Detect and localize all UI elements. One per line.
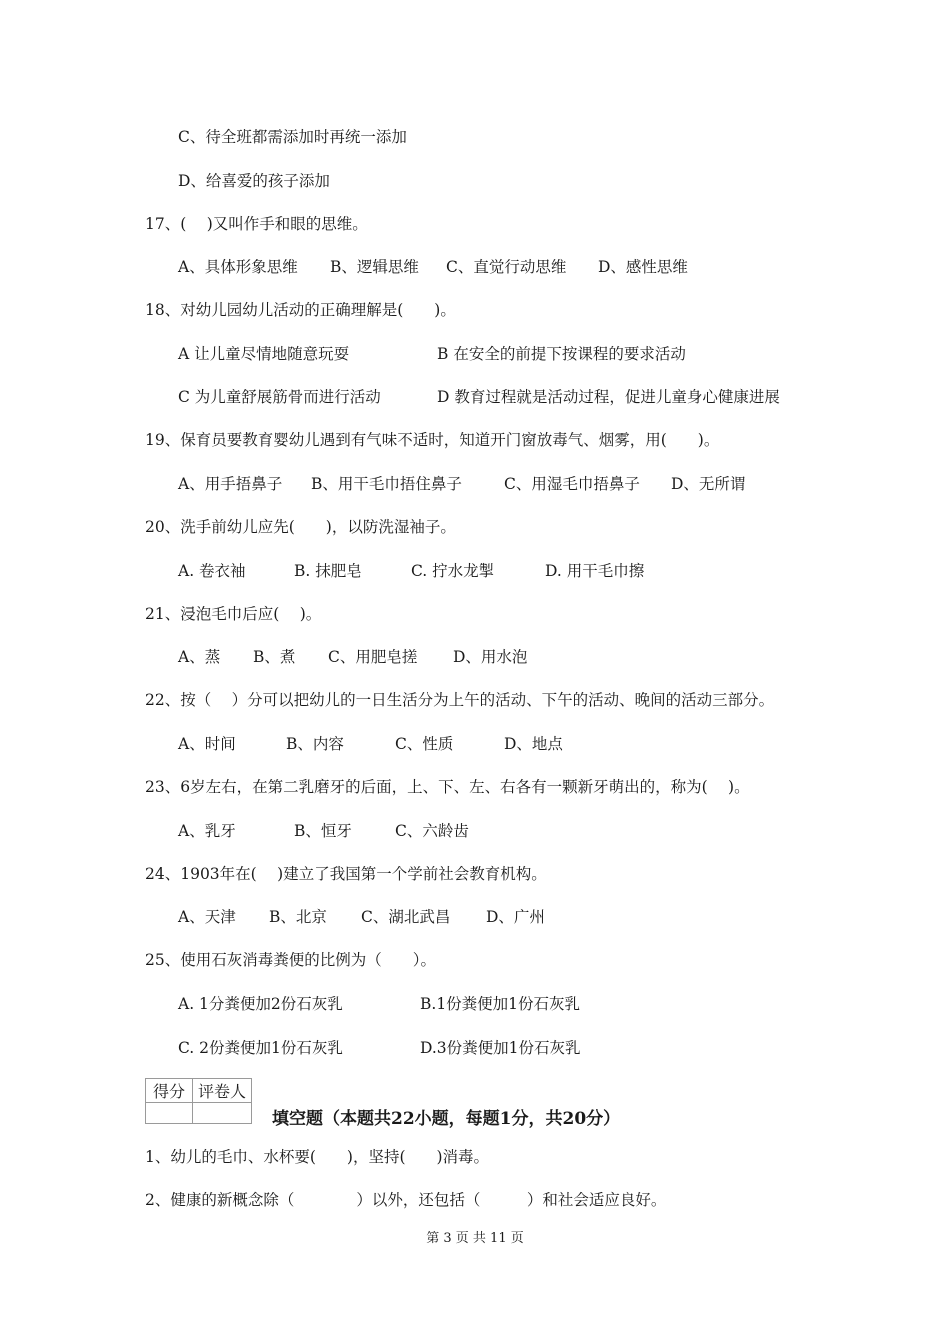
question-stem: 23、6岁左右，在第二乳磨牙的后面，上、下、左、右各有一颗新牙萌出的，称为( )。 [145, 778, 750, 796]
grader-cell [193, 1103, 252, 1124]
option: B、内容 [286, 735, 344, 753]
score-cell [146, 1103, 193, 1124]
score-table [145, 1078, 252, 1124]
option-row [178, 734, 563, 754]
fill-question: 2、健康的新概念除（ ）以外，还包括（ ）和社会适应良好。 [145, 1191, 667, 1209]
question-stem: 21、浸泡毛巾后应( )。 [145, 605, 322, 623]
option: C、用肥皂搓 [328, 648, 418, 666]
option: A、蒸 [178, 648, 221, 666]
option: C 为儿童舒展筋骨而进行活动 [178, 388, 381, 406]
option-row [178, 907, 545, 927]
option-line: D、给喜爱的孩子添加 [178, 172, 330, 190]
option: C、用湿毛巾捂鼻子 [504, 475, 640, 493]
option: D、无所谓 [671, 475, 746, 493]
option: A、时间 [178, 735, 236, 753]
option: B、用干毛巾捂住鼻子 [311, 475, 462, 493]
option: C、湖北武昌 [361, 908, 451, 926]
option: A. 1分粪便加2份石灰乳 [178, 995, 343, 1013]
option: B. 抹肥皂 [294, 562, 362, 580]
option-row [178, 561, 644, 581]
question-stem: 25、使用石灰消毒粪便的比例为（ ）。 [145, 951, 436, 969]
option-row [178, 344, 686, 364]
option-row [178, 994, 580, 1014]
option: D. 用干毛巾擦 [545, 562, 645, 580]
option: B.1份粪便加1份石灰乳 [420, 995, 581, 1013]
option: C、六龄齿 [395, 822, 469, 840]
option-row [178, 1038, 581, 1058]
option: D、广州 [486, 908, 545, 926]
option: B、恒牙 [294, 822, 352, 840]
option: A 让儿童尽情地随意玩耍 [178, 345, 350, 363]
option: B、逻辑思维 [330, 258, 419, 276]
option: A、具体形象思维 [178, 258, 298, 276]
option: D.3份粪便加1份石灰乳 [420, 1039, 581, 1057]
option: A、天津 [178, 908, 236, 926]
question-stem: 22、按（ ）分可以把幼儿的一日生活分为上午的活动、下午的活动、晚间的活动三部分。 [145, 691, 775, 709]
question-stem: 19、保育员要教育婴幼儿遇到有气味不适时，知道开门窗放毒气、烟雾，用( )。 [145, 431, 720, 449]
option: B、北京 [269, 908, 327, 926]
option: C、性质 [395, 735, 454, 753]
page-footer: 第 3 页 共 11 页 [426, 1231, 524, 1246]
question-stem: 20、洗手前幼儿应先( )，以防洗湿袖子。 [145, 518, 456, 536]
option: B、煮 [253, 648, 296, 666]
question-stem: 24、1903年在( )建立了我国第一个学前社会教育机构。 [145, 865, 547, 883]
option: C. 拧水龙掣 [411, 562, 495, 580]
option-row [178, 387, 780, 407]
grader-label: 评卷人 [193, 1079, 252, 1103]
option: D、感性思维 [598, 258, 688, 276]
score-label: 得分 [146, 1079, 193, 1103]
option-row [178, 647, 527, 667]
option: D、地点 [504, 735, 563, 753]
option: A. 卷衣袖 [178, 562, 246, 580]
option: C. 2份粪便加1份石灰乳 [178, 1039, 343, 1057]
option: B 在安全的前提下按课程的要求活动 [437, 345, 686, 363]
question-stem: 18、对幼儿园幼儿活动的正确理解是( )。 [145, 301, 456, 319]
option-row [178, 474, 745, 494]
section-title: 填空题（本题共22小题，每题1分，共20分） [272, 1109, 621, 1129]
option-line: C、待全班都需添加时再统一添加 [178, 128, 407, 146]
option: C、直觉行动思维 [446, 258, 567, 276]
option: D 教育过程就是活动过程，促进儿童身心健康进展 [437, 388, 780, 406]
option: D、用水泡 [453, 648, 528, 666]
fill-question: 1、幼儿的毛巾、水杯要( )，坚持( )消毒。 [145, 1148, 490, 1166]
option: A、乳牙 [178, 822, 236, 840]
question-stem: 17、( )又叫作手和眼的思维。 [145, 215, 368, 233]
option-row [178, 257, 688, 277]
option: A、用手捂鼻子 [178, 475, 283, 493]
option-row [178, 821, 469, 841]
